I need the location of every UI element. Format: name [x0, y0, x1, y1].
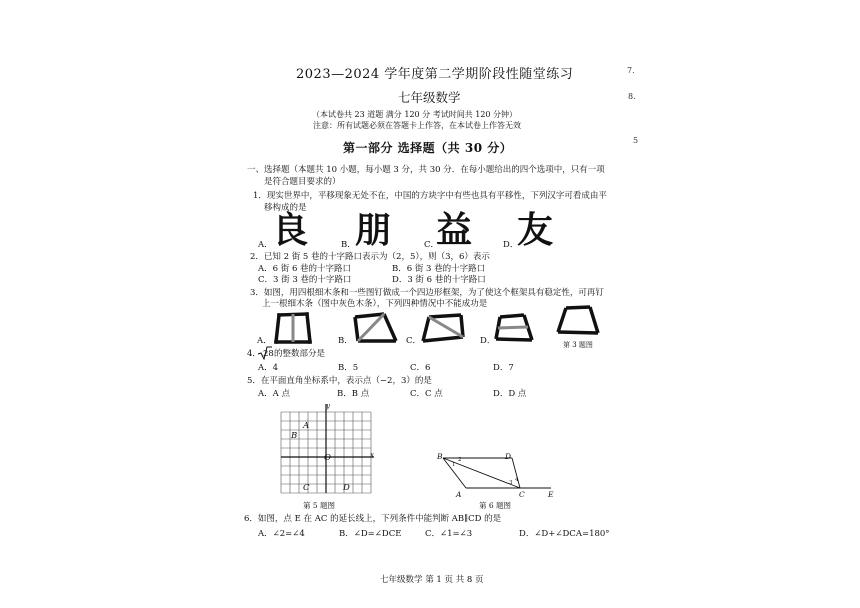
q1-option-d-letter: D． [503, 240, 519, 250]
q5-figure-caption: 第 5 题图 [303, 501, 336, 510]
exam-title: 2023—2024 学年度第二学期阶段性随堂练习 [296, 67, 574, 82]
exam-subject: 七年级数学 [398, 90, 461, 105]
q6-point-a: A [456, 490, 462, 499]
q5-option-b: B．B 点 [337, 389, 370, 399]
q1-option-a-char: 良 [272, 210, 309, 251]
q5-x-axis-label: x [370, 451, 374, 459]
q3-option-b: B． [338, 336, 353, 346]
q6-angle-4: 4 [515, 477, 519, 483]
q6-point-b: B [437, 452, 443, 461]
margin-mark: 5 [633, 136, 639, 145]
section-instructions: 一、选择题（本题共 10 小题，每小题 3 分，共 30 分．在每小题给出的四个选项中，只有一项 [247, 165, 605, 175]
q2-stem: 2．已知 2 街 5 巷的十字路口表示为（2，5），则（3，6）表示 [250, 252, 490, 262]
q3-stem: 3．如图，用四根细木条和一些图钉做成一个四边形框架，为了使这个框架具有稳定性，可再钉 [250, 288, 604, 298]
q2-option-c: C．3 街 3 巷的十字路口 [258, 275, 352, 285]
q2-option-b: B．6 街 3 巷的十字路口 [392, 264, 486, 274]
q3-figure-reference [556, 305, 600, 337]
q3-figure-d [494, 313, 534, 343]
q1-stem: 1．现实世界中，平移现象无处不在，中国的方块字中有些也具有平移性，下列汉字可看成由平 [253, 191, 607, 201]
q5-y-axis-label: y [326, 402, 330, 410]
q4-stem-prefix: 4． [247, 349, 261, 359]
q6-option-b: B．∠D=∠DCE [339, 529, 402, 539]
q6-angle-3: 3 [509, 480, 513, 486]
margin-mark: 8. [628, 92, 636, 101]
q3-figure-caption: 第 3 题图 [563, 341, 593, 349]
q1-option-c-char: 益 [436, 210, 473, 251]
q4-radicand: 28 [263, 349, 274, 359]
q6-point-c: C [519, 490, 525, 499]
q5-option-c: C．C 点 [410, 389, 443, 399]
q3-option-c: C． [406, 336, 422, 346]
q3-figure-a [273, 311, 313, 345]
q6-option-d: D．∠D+∠DCA=180° [519, 529, 610, 539]
q6-option-a: A．∠2=∠4 [258, 529, 305, 539]
q5-option-a: A．A 点 [258, 389, 290, 399]
page-footer: 七年级数学 第 1 页 共 8 页 [380, 575, 484, 585]
q5-option-d: D．D 点 [493, 389, 527, 399]
q1-option-d-char: 友 [517, 210, 554, 251]
q4-option-b: B．5 [338, 363, 359, 373]
q3-option-a: A． [257, 336, 272, 346]
q6-figure-caption: 第 6 题图 [479, 501, 512, 510]
q2-option-a: A．6 街 6 巷的十字路口 [258, 264, 352, 274]
q5-point-b: B [291, 431, 298, 441]
section-instructions-cont: 是符合题目要求的） [264, 177, 341, 187]
q3-figure-b [352, 312, 398, 344]
exam-info: （本试卷共 23 道题 满分 120 分 考试时间共 120 分钟） [312, 110, 518, 119]
q6-angle-1: 1 [452, 462, 456, 468]
q5-point-d: D [343, 483, 350, 493]
q6-angle-2: 2 [458, 457, 462, 463]
q6-point-d: D [505, 452, 512, 461]
q3-stem-cont: 上一根细木条（图中灰色木条），下列四种情况中不能成功是 [262, 299, 488, 309]
q6-stem: 6．如图，点 E 在 AC 的延长线上，下列条件中能判断 AB∥CD 的是 [244, 514, 502, 524]
q6-point-e: E [548, 490, 554, 499]
q3-option-d: D． [480, 336, 496, 346]
q2-option-d: D．3 街 6 巷的十字路口 [392, 275, 486, 285]
q4-option-a: A．4 [258, 363, 279, 373]
q5-origin: O [324, 453, 331, 463]
q1-option-b-char: 朋 [355, 210, 392, 251]
q5-stem: 5．在平面直角坐标系中，表示点（−2，3）的是 [247, 376, 432, 386]
q1-option-a-letter: A． [258, 240, 273, 250]
q4-option-d: D．7 [493, 363, 514, 373]
exam-notice: 注意：所有试题必须在答题卡上作答，在本试卷上作答无效 [313, 121, 521, 130]
part-title: 第一部分 选择题（共 30 分） [343, 141, 513, 155]
q3-figure-c [421, 313, 465, 343]
q4-option-c: C．6 [410, 363, 431, 373]
q1-option-c-letter: C． [424, 240, 440, 250]
q1-option-b-letter: B． [341, 240, 356, 250]
q1-stem-cont: 移构成的是 [264, 203, 307, 213]
margin-mark: 7. [627, 66, 635, 75]
q5-coordinate-grid [278, 402, 378, 494]
q5-point-c: C [303, 483, 310, 493]
q4-stem-suffix: 的整数部分是 [274, 349, 326, 359]
q6-option-c: C．∠1=∠3 [425, 529, 473, 539]
q5-point-a: A [303, 421, 310, 431]
